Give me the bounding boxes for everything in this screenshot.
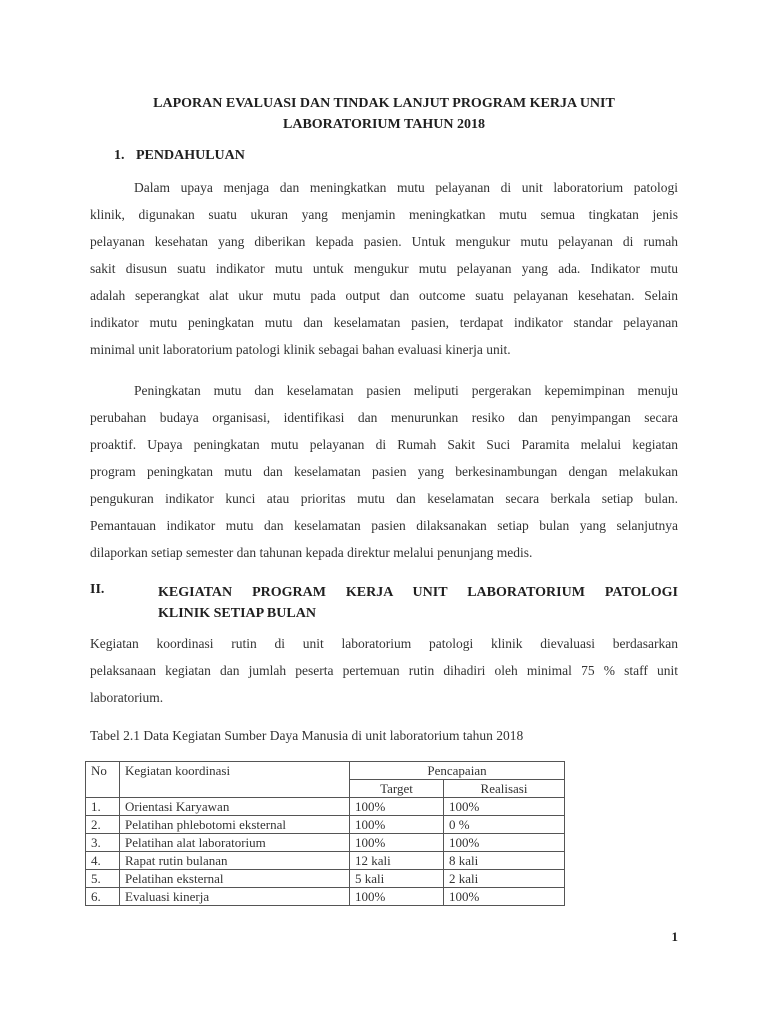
section-1-title: PENDAHULUAN [136, 148, 245, 163]
paragraph-line: perubahan budaya organisasi, identifikasi dan menurunkan resiko dan penyimpangan secara [90, 410, 678, 425]
cell-kegiatan: Pelatihan eksternal [120, 870, 350, 888]
cell-no: 4. [86, 852, 120, 870]
cell-realisasi: 100% [444, 888, 565, 906]
table-row [86, 888, 565, 906]
paragraph-line: Peningkatan mutu dan keselamatan pasien meliputi pergerakan kepemimpinan menuju [134, 383, 678, 398]
cell-realisasi: 2 kali [444, 870, 565, 888]
paragraph-line: klinik, digunakan suatu ukuran yang menjamin meningkatkan mutu semua tingkatan jenis [90, 207, 678, 222]
header-target: Target [350, 780, 444, 798]
paragraph-line: dilaporkan setiap semester dan tahunan kepada direktur melalui penunjang medis. [90, 545, 533, 560]
cell-realisasi: 100% [444, 798, 565, 816]
table-row [86, 870, 565, 888]
table-header-row [86, 762, 565, 780]
cell-target: 12 kali [350, 852, 444, 870]
cell-kegiatan: Pelatihan phlebotomi eksternal [120, 816, 350, 834]
cell-realisasi: 8 kali [444, 852, 565, 870]
cell-realisasi: 100% [444, 834, 565, 852]
section-1-paragraph-1 [90, 174, 678, 363]
cell-target: 100% [350, 798, 444, 816]
paragraph-line: proaktif. Upaya peningkatan mutu pelayanan di Rumah Sakit Suci Paramita melalui kegiatan [90, 437, 678, 452]
cell-no: 2. [86, 816, 120, 834]
cell-no: 1. [86, 798, 120, 816]
cell-target: 100% [350, 816, 444, 834]
paragraph-line: Kegiatan koordinasi rutin di unit laboratorium patologi klinik dievaluasi berdasarkan [90, 636, 678, 651]
table-row [86, 834, 565, 852]
header-no: No [86, 762, 120, 798]
section-2-title-line-1: KEGIATAN PROGRAM KERJA UNIT LABORATORIUM PATOLOGI [158, 585, 678, 600]
table-row [86, 816, 565, 834]
page-number: 1 [671, 929, 678, 944]
cell-kegiatan: Evaluasi kinerja [120, 888, 350, 906]
section-2-number: II. [90, 582, 105, 597]
table-row [86, 852, 565, 870]
paragraph-line: pengukuran indikator kunci atau prioritas mutu dan keselamatan secara berkala setiap bulan. [90, 491, 678, 506]
paragraph-line: indikator mutu peningkatan mutu dan keselamatan pasien, terdapat indikator standar pelayanan [90, 315, 678, 330]
paragraph-line: laboratorium. [90, 690, 164, 705]
paragraph-line: adalah seperangkat alat ukur mutu pada output dan outcome suatu pelayanan kesehatan. Selain [90, 288, 678, 303]
activities-table [85, 761, 565, 906]
table-row [86, 798, 565, 816]
paragraph-line: pelaksanaan kegiatan dan jumlah peserta pertemuan rutin dihadiri oleh minimal 75 % staff unit [90, 663, 678, 678]
cell-no: 6. [86, 888, 120, 906]
cell-kegiatan: Pelatihan alat laboratorium [120, 834, 350, 852]
cell-kegiatan: Rapat rutin bulanan [120, 852, 350, 870]
document-title [90, 93, 678, 135]
header-kegiatan: Kegiatan koordinasi [120, 762, 350, 798]
paragraph-line: minimal unit laboratorium patologi klinik sebagai bahan evaluasi kinerja unit. [90, 342, 511, 357]
section-2-heading [158, 582, 678, 624]
section-2-title-line-2: KLINIK SETIAP BULAN [158, 606, 316, 621]
paragraph-line: Pemantauan indikator mutu dan keselamatan pasien dilaksanakan setiap bulan yang selanjutnya [90, 518, 678, 533]
paragraph-line: Dalam upaya menjaga dan meningkatkan mutu pelayanan di unit laboratorium patologi [134, 180, 678, 195]
cell-target: 100% [350, 834, 444, 852]
header-pencapaian: Pencapaian [350, 762, 565, 780]
cell-no: 3. [86, 834, 120, 852]
table-caption: Tabel 2.1 Data Kegiatan Sumber Daya Manusia di unit laboratorium tahun 2018 [90, 728, 524, 743]
cell-target: 100% [350, 888, 444, 906]
section-1-number: 1. [114, 148, 125, 163]
section-1-heading [114, 148, 245, 164]
cell-no: 5. [86, 870, 120, 888]
paragraph-line: sakit disusun suatu indikator mutu untuk mengukur mutu pelayanan yang ada. Indikator mutu [90, 261, 678, 276]
cell-realisasi: 0 % [444, 816, 565, 834]
cell-target: 5 kali [350, 870, 444, 888]
header-realisasi: Realisasi [444, 780, 565, 798]
cell-kegiatan: Orientasi Karyawan [120, 798, 350, 816]
paragraph-line: program peningkatan mutu dan keselamatan pasien yang berkesinambungan dengan melakukan [90, 464, 678, 479]
section-1-paragraph-2 [90, 377, 678, 566]
title-line-1: LAPORAN EVALUASI DAN TINDAK LANJUT PROGRAM KERJA UNIT [153, 96, 615, 111]
paragraph-line: pelayanan kesehatan yang diberikan kepada pasien. Untuk mengukur mutu pelayanan di rumah [90, 234, 678, 249]
title-line-2: LABORATORIUM TAHUN 2018 [283, 117, 485, 132]
section-2-paragraph [90, 630, 678, 711]
